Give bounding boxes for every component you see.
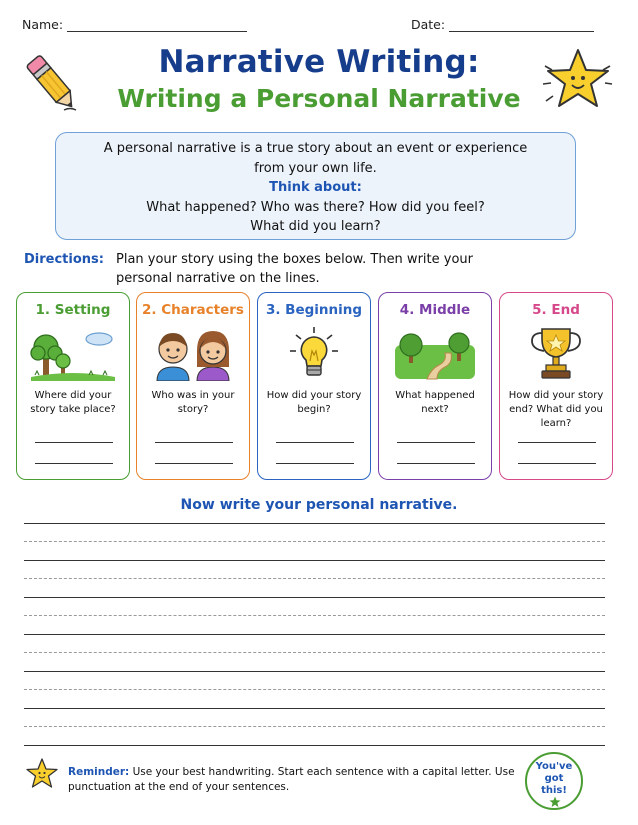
directions-text: Plan your story using the boxes below. Then write your personal narrative on the lines.: [116, 252, 473, 286]
badge-line: You've: [535, 761, 573, 772]
smiling-star-icon: [540, 46, 615, 116]
box-title: 2. Characters: [142, 302, 244, 318]
header-fields: [22, 17, 608, 37]
writing-guide-line: [24, 578, 605, 579]
answer-line[interactable]: [155, 442, 233, 443]
page-title: Narrative Writing:: [158, 44, 480, 80]
write-prompt: Now write your personal narrative.: [180, 497, 458, 513]
directions-label: Directions:: [24, 252, 104, 267]
page-subtitle: Writing a Personal Narrative: [117, 84, 521, 113]
date-line[interactable]: [449, 18, 594, 32]
date-label: Date:: [411, 17, 446, 32]
box-title: 5. End: [532, 302, 580, 318]
writing-line[interactable]: [24, 634, 605, 635]
writing-guide-line: [24, 541, 605, 542]
encouragement-badge: [525, 752, 583, 810]
planning-box-characters: [136, 292, 250, 480]
answer-line[interactable]: [397, 442, 475, 443]
reminder-label: Reminder:: [68, 766, 130, 778]
answer-line[interactable]: [276, 442, 354, 443]
planning-box-end: [499, 292, 613, 480]
name-line[interactable]: [67, 18, 247, 32]
box-title: 1. Setting: [35, 302, 111, 318]
think-questions-1: What happened? Who was there? How did you feel?: [146, 199, 485, 215]
answer-line[interactable]: [35, 463, 113, 464]
smiling-star-icon: [24, 757, 60, 791]
reminder-text: Use your best handwriting. Start each sentence with a capital letter. Use punctuation at the end of your sentences.: [68, 766, 515, 793]
box-title: 4. Middle: [399, 302, 471, 318]
planning-box-beginning: [257, 292, 371, 480]
writing-line[interactable]: [24, 560, 605, 561]
writing-line[interactable]: [24, 671, 605, 672]
name-field[interactable]: [22, 17, 247, 32]
answer-line[interactable]: [276, 463, 354, 464]
box-question: Who was in your story?: [151, 390, 235, 415]
tree-icon: [29, 325, 117, 381]
planning-box-setting: [16, 292, 130, 480]
star-icon: [549, 796, 561, 808]
intro-line-1: A personal narrative is a true story about an event or experience: [103, 141, 528, 156]
writing-guide-line: [24, 689, 605, 690]
answer-line[interactable]: [518, 463, 596, 464]
box-title: 3. Beginning: [265, 302, 363, 318]
think-questions-2: What did you learn?: [250, 219, 381, 234]
answer-line[interactable]: [397, 463, 475, 464]
writing-guide-line: [24, 726, 605, 727]
answer-line[interactable]: [518, 442, 596, 443]
path-icon: [391, 325, 479, 381]
think-about-label: Think about:: [269, 180, 362, 195]
children-icon: [149, 325, 237, 381]
writing-line[interactable]: [24, 523, 605, 524]
box-question: How did your story begin?: [266, 390, 362, 415]
box-question: Where did your story take place?: [30, 390, 116, 415]
name-label: Name:: [22, 17, 64, 32]
writing-guide-line: [24, 615, 605, 616]
lightbulb-icon: [270, 325, 358, 381]
writing-line[interactable]: [24, 597, 605, 598]
badge-line: got: [544, 773, 564, 784]
answer-line[interactable]: [155, 463, 233, 464]
intro-box: [55, 132, 576, 240]
trophy-icon: [512, 325, 600, 381]
writing-line[interactable]: [24, 708, 605, 709]
writing-line[interactable]: [24, 745, 605, 746]
reminder: [68, 765, 518, 795]
answer-line[interactable]: [35, 442, 113, 443]
badge-text: [527, 761, 581, 797]
intro-line-2: from your own life.: [254, 160, 377, 176]
date-field[interactable]: [411, 17, 594, 32]
box-question: What happened next?: [395, 390, 475, 415]
box-question: How did your story end? What did you learn?: [508, 390, 604, 429]
badge-line: this!: [541, 785, 567, 796]
planning-box-middle: [378, 292, 492, 480]
writing-guide-line: [24, 652, 605, 653]
